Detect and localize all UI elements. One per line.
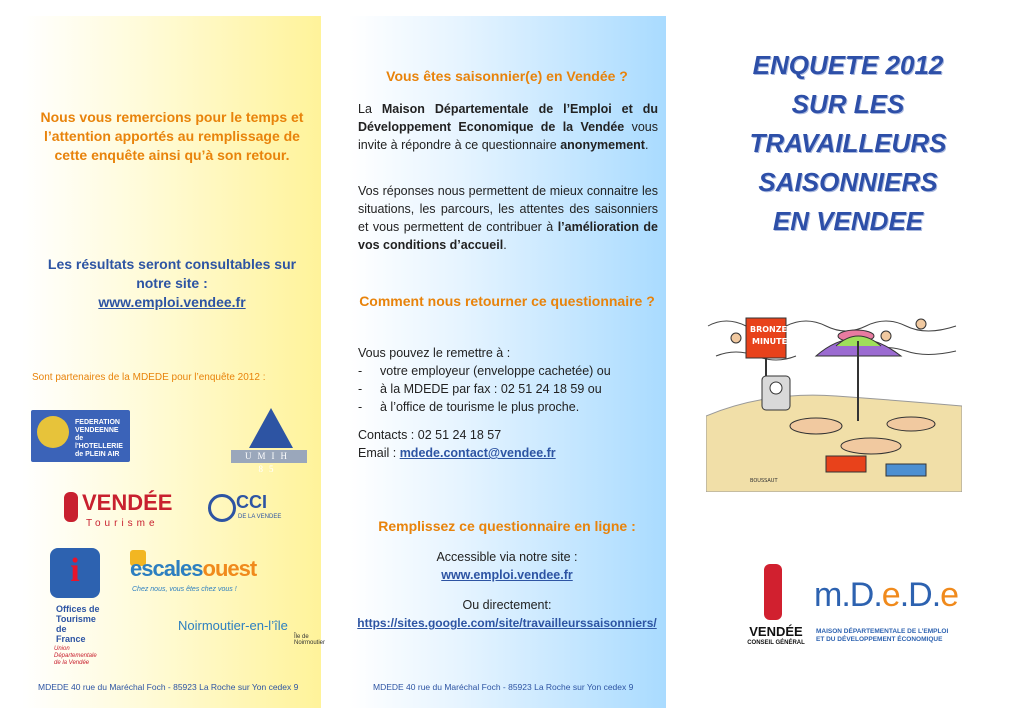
cartoon-sign-line-1: BRONZE <box>750 325 788 334</box>
left-panel <box>22 16 326 708</box>
vendee-tourisme-logo <box>64 490 174 540</box>
federation-line-3: de l'HOTELLERIE <box>75 435 123 450</box>
intro-la: La <box>358 102 382 116</box>
results-link[interactable]: www.emploi.vendee.fr <box>98 294 246 310</box>
vendee-heart-icon <box>64 492 78 522</box>
partners-intro: Sont partenaires de la MDEDE pour l’enquête 2012 : <box>32 372 266 383</box>
results-block <box>32 255 312 312</box>
cci-name: CCI <box>236 492 267 512</box>
cci-logo <box>208 492 288 532</box>
offices-text <box>56 604 106 644</box>
beach-cartoon-illustration <box>706 296 962 492</box>
vendee-tourisme-sub: Tourisme <box>86 518 159 529</box>
escales-part2: ouest <box>202 556 257 581</box>
google-site-link[interactable]: https://sites.google.com/site/travailleurssaisonniers/ <box>357 616 657 630</box>
how-intro: Vous pouvez le remettre à : <box>358 346 511 360</box>
title-line-1: ENQUETE 2012 <box>752 50 944 80</box>
responses-text: Vos réponses nous permettent de mieux connaitre les situations, les parcours, les attentes des saisonniers et vous permettent de contribuer à <box>358 184 658 234</box>
mdede-e2: e <box>940 576 959 614</box>
mdede-e1: e <box>881 576 900 614</box>
federation-line-1: FEDERATION <box>75 419 120 426</box>
umih-logo <box>227 406 307 474</box>
vendee-heart-icon <box>764 564 782 620</box>
offices-line-1: Offices de <box>56 604 100 614</box>
online-heading: Remplissez ce questionnaire en ligne : <box>378 518 636 534</box>
intro-paragraph <box>358 100 658 154</box>
mdede-name <box>814 576 958 615</box>
offices-sub-line-2: de la Vendée <box>54 660 90 666</box>
contacts-block <box>358 426 658 462</box>
federation-hotellerie-logo <box>31 410 130 462</box>
responses-paragraph <box>358 182 658 254</box>
escales-sub: Chez nous, vous êtes chez vous ! <box>132 586 237 593</box>
cartoon-signature: BOUSSAUT <box>750 478 778 484</box>
vendee-tourisme-name: VENDÉE <box>82 490 173 515</box>
intro-anonymement: anonymement <box>560 138 645 152</box>
return-options-list <box>358 362 658 416</box>
offices-line-3: France <box>56 634 86 644</box>
escales-name <box>130 556 256 582</box>
mdede-sub-line-2: ET DU DÉVELOPPEMENT ÉCONOMIQUE <box>816 636 943 643</box>
escales-part1: escales <box>130 556 203 581</box>
noirmoutier-sub: Île de Noirmoutier <box>294 634 326 646</box>
mdede-sub-line-1: MAISON DÉPARTEMENTALE DE L’EMPLOI <box>816 628 949 635</box>
contacts-phone: Contacts : 02 51 24 18 57 <box>358 428 502 442</box>
title-line-3: TRAVAILLEURS <box>749 128 947 158</box>
mdede-d2: .D. <box>899 576 941 614</box>
intro-end: . <box>644 138 649 152</box>
mdede-d1: .D. <box>841 576 882 614</box>
responses-bold: l’amélioration de vos conditions d’accueil <box>358 220 658 252</box>
mdede-sub <box>816 628 948 644</box>
umih-triangle-icon <box>249 408 293 448</box>
mdede-logo <box>812 576 959 656</box>
title-line-4: SAISONNIERS <box>758 167 938 197</box>
list-item: - à la MDEDE par fax : 02 51 24 18 59 ou <box>358 380 658 398</box>
federation-line-2: VENDEENNE <box>75 427 119 434</box>
site-link[interactable]: www.emploi.vendee.fr <box>441 568 573 582</box>
responses-end: . <box>503 238 507 252</box>
mdede-m: m <box>814 576 842 614</box>
offices-tourisme-logo <box>44 548 106 668</box>
list-item: - votre employeur (enveloppe cachetée) ou <box>358 362 658 380</box>
cartoon-sign-line-2: MINUTE <box>752 337 788 346</box>
cci-sub: DE LA VENDEE <box>238 514 282 520</box>
vendee-name: VENDÉE <box>749 624 803 639</box>
offices-line-2: Tourisme de <box>56 614 96 634</box>
thanks-message: Nous vous remercions pour le temps et l’attention apportés au remplissage de cette enquête ainsi qu’à son retour. <box>40 109 304 163</box>
page-title <box>720 46 976 241</box>
offices-sub-line-1: Union Départementale <box>54 646 97 659</box>
noirmoutier-name: Noirmoutier-en-l’île <box>178 618 288 633</box>
access-text: Accessible via notre site : <box>436 550 578 564</box>
access-link-row <box>357 566 657 584</box>
intro-middle: vous invite à répondre à ce questionnaire <box>358 120 658 152</box>
offices-sub <box>54 646 106 667</box>
title-line-2: SUR LES <box>791 89 905 119</box>
results-text: Les résultats seront consultables sur notre site : <box>47 256 297 291</box>
intro-organisation: Maison Départementale de l’Emploi et du Développement Economique de la Vendée <box>358 102 658 134</box>
how-heading: Comment nous retourner ce questionnaire ? <box>359 293 655 309</box>
umih-label: UMIH 85 <box>231 450 307 463</box>
footer-address-mid: MDEDE 40 rue du Maréchal Foch - 85923 La Roche sur Yon cedex 9 <box>373 682 634 692</box>
noirmoutier-logo <box>178 616 326 646</box>
federation-line-4: de PLEIN AIR <box>75 451 120 458</box>
email-line <box>358 444 658 462</box>
direct-link-row <box>357 614 657 632</box>
escales-ouest-logo <box>130 550 280 600</box>
middle-panel <box>349 16 666 708</box>
conseil-general-label: CONSEIL GÉNÉRAL <box>747 640 805 646</box>
federation-seal-icon <box>37 416 69 448</box>
offices-i-icon: i <box>70 552 80 589</box>
title-line-5: EN VENDEE <box>772 206 924 236</box>
question-heading: Vous êtes saisonnier(e) en Vendée ? <box>386 68 628 84</box>
footer-address: MDEDE 40 rue du Maréchal Foch - 85923 La Roche sur Yon cedex 9 <box>38 682 299 692</box>
email-link[interactable]: mdede.contact@vendee.fr <box>399 446 556 460</box>
cci-globe-icon <box>208 494 236 522</box>
list-item: - à l’office de tourisme le plus proche. <box>358 398 658 416</box>
email-label: Email : <box>358 446 400 460</box>
vendee-conseil-general-logo <box>744 564 810 654</box>
federation-logo-text <box>75 419 130 459</box>
direct-text: Ou directement: <box>462 598 552 612</box>
